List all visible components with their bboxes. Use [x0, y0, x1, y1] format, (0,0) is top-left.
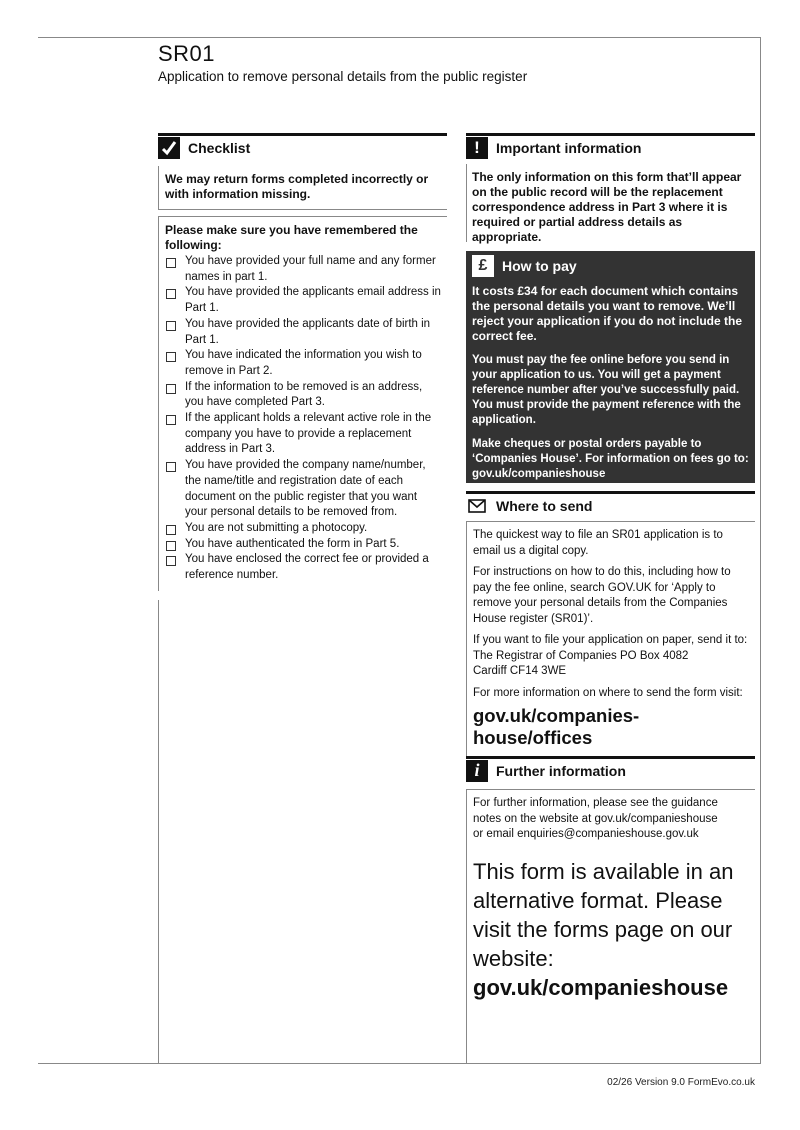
checkbox[interactable]	[166, 541, 176, 551]
further-section	[466, 756, 755, 1009]
top-rule	[38, 37, 761, 38]
send-section	[466, 491, 755, 756]
checklist-item[interactable]: You have provided the applicants email address in Part 1.	[165, 285, 441, 316]
pay-fee-text: It costs £34 for each document which contains the personal details you want to remove. We’ll reject your application if you do not include the correct fee.	[472, 284, 743, 343]
send-instructions-text: For instructions on how to do this, including how to pay the fee online, search GOV.UK for ‘Apply to remove your personal details from the Companies House register (SR01)’.	[473, 566, 731, 625]
send-address-line-1: The Registrar of Companies PO Box 4082	[473, 649, 689, 662]
pound-icon: £	[472, 255, 494, 277]
checklist-item[interactable]: You have provided the applicants date of birth in Part 1.	[165, 317, 441, 348]
important-left-rule	[466, 164, 467, 242]
checkbox[interactable]	[166, 258, 176, 268]
pay-section	[466, 251, 755, 483]
checklist-items-box	[158, 216, 447, 591]
checklist-warning-box	[158, 166, 447, 210]
check-icon	[158, 137, 180, 159]
important-header	[466, 133, 755, 159]
further-line-2: notes on the website at gov.uk/companieshouse	[473, 812, 718, 825]
send-email-text: The quickest way to file an SR01 application is to email us a digital copy.	[473, 529, 723, 557]
left-column-rule	[158, 600, 159, 1063]
form-subtitle: Application to remove personal details from the public register	[158, 69, 528, 84]
info-icon: i	[466, 760, 488, 782]
further-header	[466, 756, 755, 782]
send-header	[466, 491, 755, 517]
checklist-item[interactable]: You are not submitting a photocopy.	[165, 521, 441, 537]
checklist-item[interactable]: You have indicated the information you wish to remove in Part 2.	[165, 348, 441, 379]
offices-link[interactable]: gov.uk/companies-house/offices	[473, 705, 640, 748]
checkbox[interactable]	[166, 384, 176, 394]
further-line-1: For further information, please see the guidance	[473, 797, 718, 809]
important-text: The only information on this form that’ll appear on the public record will be the replacement correspondence address in Part 3 where it is required or partial address details as appropriate.	[472, 170, 742, 244]
send-title: Where to send	[496, 497, 593, 514]
important-section	[466, 133, 755, 252]
checklist-header	[158, 133, 447, 159]
envelope-icon	[466, 495, 488, 517]
exclamation-icon: !	[466, 137, 488, 159]
checklist-item[interactable]: You have enclosed the correct fee or provided a reference number.	[165, 552, 441, 583]
checklist-list	[165, 254, 441, 584]
checklist-warning: We may return forms completed incorrectly or with information missing.	[165, 172, 429, 201]
further-title: Further information	[496, 762, 626, 779]
checkbox[interactable]	[166, 525, 176, 535]
checkbox[interactable]	[166, 556, 176, 566]
checkbox[interactable]	[166, 321, 176, 331]
send-address-line-2: Cardiff CF14 3WE	[473, 665, 567, 677]
alternative-format-text: This form is available in an alternative format. Please visit the forms page on our website: gov.uk/companieshouse	[473, 858, 734, 1000]
important-title: Important information	[496, 139, 642, 156]
checkbox[interactable]	[166, 415, 176, 425]
pay-title: How to pay	[502, 258, 577, 274]
checklist-item[interactable]: You have authenticated the form in Part 5.	[165, 537, 441, 553]
checklist-item[interactable]: You have provided the company name/number, the name/title and registration date of each document on the public register that you want your personal details to be removed from.	[165, 458, 441, 521]
checklist-item[interactable]: If the applicant holds a relevant active role in the company you have to provide a replacement address in Part 3.	[165, 411, 441, 458]
checkbox[interactable]	[166, 289, 176, 299]
right-rule	[760, 37, 761, 1064]
footer-version: 02/26 Version 9.0 FormEvo.co.uk	[607, 1077, 755, 1088]
checklist-item[interactable]: If the information to be removed is an address, you have completed Part 3.	[165, 380, 441, 411]
send-box	[466, 521, 755, 756]
checklist-section	[158, 133, 447, 591]
checkbox[interactable]	[166, 352, 176, 362]
checklist-title: Checklist	[188, 139, 251, 156]
pay-header	[472, 252, 749, 280]
bottom-rule	[38, 1063, 761, 1064]
send-more-info-text: For more information on where to send the form visit:	[473, 686, 743, 699]
checkbox[interactable]	[166, 462, 176, 472]
pay-online-text: You must pay the fee online before you send in your application to us. You will get a payment reference number after you’ve successfully paid. You must provide the payment reference with the application.	[472, 354, 741, 426]
further-box	[466, 789, 755, 1009]
form-code: SR01	[158, 41, 216, 66]
checklist-intro: Please make sure you have remembered the following:	[165, 223, 418, 252]
send-paper-text: If you want to file your application on paper, send it to: The Registrar of Companies PO Box 4082 Cardiff CF14 3WE	[473, 634, 748, 677]
important-box	[466, 164, 755, 252]
pay-cheque-text: Make cheques or postal orders payable to ‘Companies House’. For information on fees go to: gov.uk/companieshouse	[472, 438, 749, 480]
companieshouse-link[interactable]: gov.uk/companieshouse	[473, 974, 729, 1000]
further-line-3: or email enquiries@companieshouse.gov.uk	[473, 828, 699, 840]
checklist-item[interactable]: You have provided your full name and any former names in part 1.	[165, 254, 441, 285]
